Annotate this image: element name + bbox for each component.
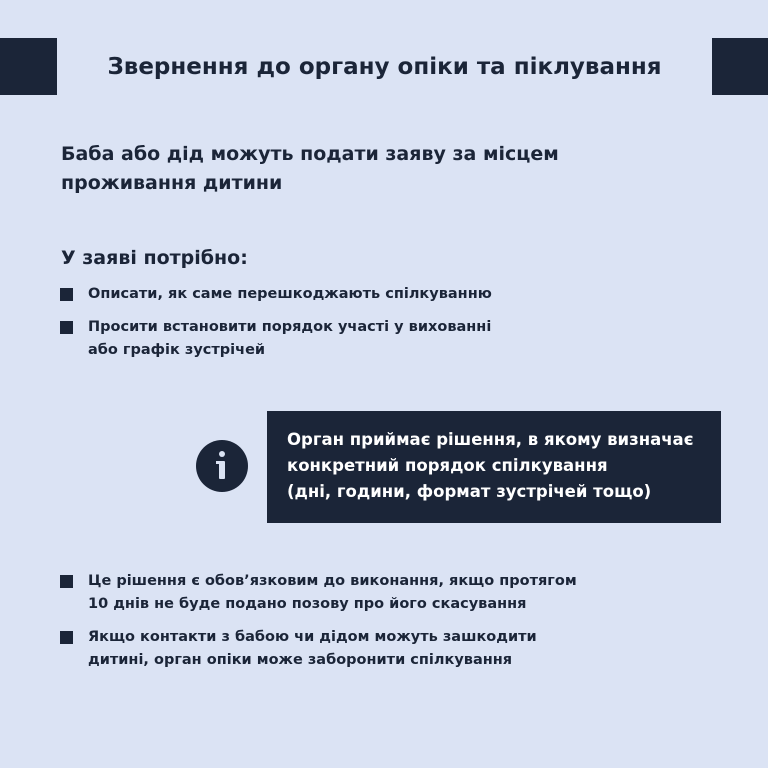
intro-text: Баба або дід можуть подати заяву за місцем проживання дитини (61, 143, 559, 194)
bullet-square-icon (60, 288, 73, 301)
section-heading: У заяві потрібно: (61, 247, 248, 269)
bullet-square-icon (60, 631, 73, 644)
list-item-text: Це рішення є обов’язковим до виконання, якщо протягом (88, 573, 577, 589)
info-icon (196, 440, 248, 492)
header-decor-left (0, 38, 57, 95)
list-item-text: або графік зустрічей (88, 342, 266, 358)
header-decor-right (712, 38, 768, 95)
info-callout (267, 411, 721, 523)
list-item-text: Якщо контакти з бабою чи дідом можуть зашкодити (88, 629, 537, 645)
bullet-square-icon (60, 575, 73, 588)
info-line: конкретний порядок спілкування (287, 456, 608, 475)
info-line: (дні, години, формат зустрічей тощо) (287, 482, 652, 501)
list-item-text: Просити встановити порядок участі у вихованні (88, 319, 492, 335)
requirements-list (60, 283, 608, 362)
list-item-text: дитині, орган опіки може заборонити спілкування (88, 652, 513, 668)
list-item (60, 316, 608, 362)
list-item-text: Описати, як саме перешкоджають спілкуванню (88, 286, 492, 302)
bullet-square-icon (60, 321, 73, 334)
page-title: Звернення до органу опіки та піклування (107, 53, 662, 80)
notes-list (60, 570, 608, 672)
list-item (60, 570, 608, 616)
list-item (60, 626, 608, 672)
info-line: Орган приймає рішення, в якому визначає (287, 430, 694, 449)
list-item (60, 283, 608, 306)
list-item-text: 10 днів не буде подано позову про його скасування (88, 596, 527, 612)
